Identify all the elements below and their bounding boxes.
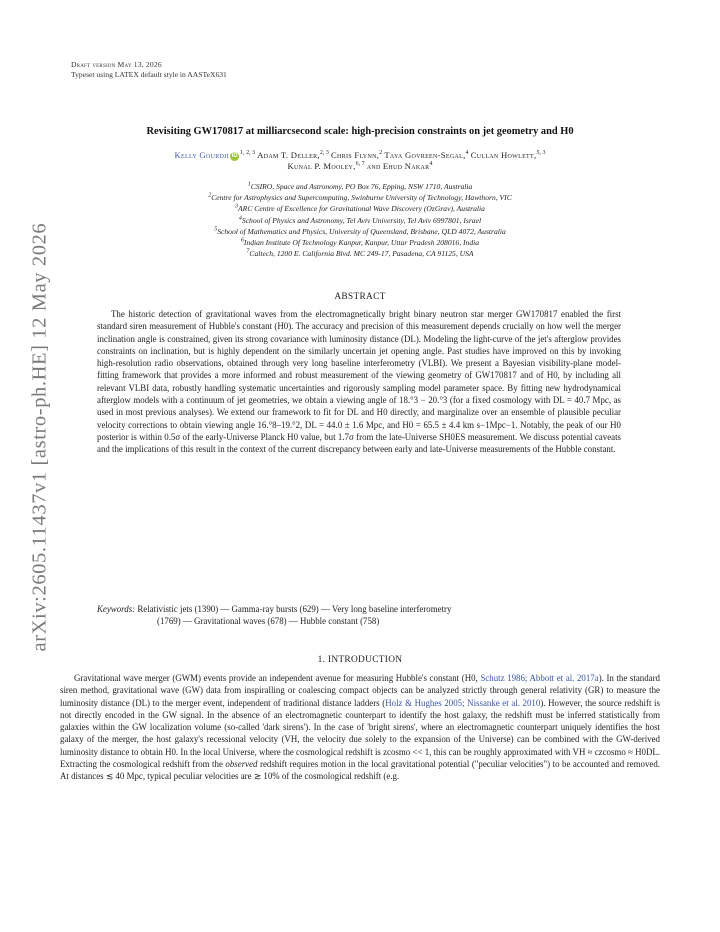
author-affil-ref: 4: [465, 150, 469, 157]
author-name: Taya Govreen-Segal,: [384, 150, 466, 160]
affiliation-number: 3: [235, 203, 239, 210]
affiliation: [70, 248, 650, 259]
draft-line: Draft version May 13, 2026: [71, 60, 162, 69]
author-affil-ref: 1, 2, 3: [240, 150, 256, 157]
intro-text: ). However, the source redshift is not directly encoded in the GW signal. In the absence of an electromagnetic counterpart to identify the host galaxy, the redshift must be inferred statistically from galaxies within the GW localization volume (so-called 'dark sirens'). In the case of 'bright sirens', where an electromagnetic counterpart uniquely identifies the host galaxy of the merger, the host galaxy's recessional velocity (VH, the velocity due solely to the expansion of the Universe) can be combined with the GW-derived luminosity distance to obtain H0. In the local Universe, where the cosmological redshift is zcosmo << 1, this can be roughly approximated with VH ≈ czcosmo ≈ H0DL. Extracting the cosmological redshift from the: [60, 697, 660, 770]
author-name: Adam T. Deller,: [257, 150, 320, 160]
affiliation-number: 6: [240, 237, 244, 244]
author-conjunction: and: [366, 161, 381, 171]
running-header: [71, 60, 227, 80]
author-list: [70, 150, 650, 172]
author-affil-ref: 2, 3: [319, 150, 329, 157]
author-name: Chris Flynn,: [331, 150, 380, 160]
intro-emphasis: observed: [225, 759, 258, 770]
author-name[interactable]: Kelly Gourdji: [174, 150, 230, 160]
affiliation-list: [70, 181, 650, 259]
affiliation-text: Centre for Astrophysics and Supercomputing, Swinburne University of Technology, Hawthorn, VIC: [211, 193, 512, 203]
abstract-body: [97, 308, 621, 456]
typeset-line: Typeset using LATEX default style in AASTeX631: [71, 70, 227, 79]
keywords-block: [97, 603, 621, 628]
affiliation: [70, 203, 650, 214]
abstract-text: The historic detection of gravitational waves from the electromagnetically bright binary neutron star merger GW170817 enabled the first standard siren measurement of Hubble's constant (H0). The accuracy and precision of this measurement depends crucially on how well the merger inclination angle is constrained, given its strong covariance with luminosity distance (DL). Modeling the light-curve of the jet's afterglow provides constraints on inclination, but is highly dependent on the similarly uncertain jet opening angle. Past studies have improved on this by invoking high-resolution radio observations, obtained through very long baseline interferometry (VLBI). We present a Bayesian visibility-plane model-fitting framework that provides a more informed and robust measurement of the viewing geometry of GW170817 and of H0, by including all relevant VLBI data, robustly handling systematic uncertainties and rigorously sampling model parameter space. By fitting new hydrodynamical afterglow models with a continuum of jet geometries, we obtain a viewing angle of 18.°3 − 20.°3 (for a fixed cosmology with DL = 40.7 Mpc, as used in most previous analyses). We extend our framework to fit for DL and H0 directly, and marginalize over an ensemble of plausible peculiar velocity corrections to obtain viewing angle 16.°8–19.°2, DL = 44.0 ± 1.6 Mpc, and H0 = 65.5 ± 4.4 km s−1Mpc−1. Notably, the peak of our H0 posterior is within 0.5σ of the early-Universe Planck H0 value, but 1.7σ from the late-Universe SH0ES measurement. We discuss potential caveats and the implications of this result in the context of the current discrepancy between early and late-Universe measurements of the Hubble constant.: [97, 309, 621, 455]
affiliation: [70, 226, 650, 237]
author-affil-ref: 4: [429, 161, 433, 168]
affiliation-text: CSIRO, Space and Astronomy, PO Box 76, Epping, NSW 1710, Australia: [250, 182, 473, 191]
keywords-line-1: Relativistic jets (1390) — Gamma-ray bursts (629) — Very long baseline interferometry: [137, 604, 452, 614]
affiliation-text: School of Physics and Astronomy, Tel Aviv University, Tel Aviv 6997801, Israel: [241, 215, 482, 225]
affiliation: [70, 215, 650, 226]
intro-text: redshift requires motion in the local gravitational potential ("peculiar velocities") to be accounted and removed. At distances ≲ 40 Mpc, typical peculiar velocities are ≳ 10% of the cosmological redshift (e.g.: [60, 759, 660, 782]
paper-title: Revisiting GW170817 at milliarcsecond scale: high-precision constraints on jet geometry and H0: [146, 126, 574, 137]
affiliation-text: ARC Centre of Excellence for Gravitational Wave Discovery (OzGrav), Australia: [238, 204, 485, 214]
affiliation: [70, 192, 650, 203]
author-name: Cullan Howlett,: [470, 150, 537, 160]
citation-link[interactable]: Holz & Hughes 2005; Nissanke et al. 2010: [385, 697, 541, 708]
author-affil-ref: 5, 3: [536, 150, 546, 157]
abstract-heading: ABSTRACT: [334, 292, 386, 302]
affiliation-number: 4: [238, 215, 242, 222]
intro-text: ). In the standard siren method, gravitational wave (GW) data from inspiralling or coalescing compact objects can be analyzed strictly through general relativity (GR) to measure the luminosity distance (DL) to the merger event, independent of traditional distance ladders (: [60, 673, 660, 708]
citation-link[interactable]: Schutz 1986; Abbott et al. 2017a: [480, 673, 599, 683]
author-name: Ehud Nakar: [382, 161, 430, 171]
affiliation-number: 5: [214, 226, 218, 233]
author-affil-ref: 2: [379, 150, 383, 157]
intro-paragraph: [60, 672, 660, 783]
orcid-icon[interactable]: iD: [231, 152, 238, 159]
author-affil-ref: 6, 7: [355, 161, 365, 168]
keywords-line-2: (1769) — Gravitational waves (678) — Hubble constant (758): [157, 616, 380, 627]
affiliation-text: Caltech, 1200 E. California Blvd. MC 249-17, Pasadena, CA 91125, USA: [249, 249, 474, 259]
affiliation-number: 1: [247, 181, 251, 188]
section-heading: 1. INTRODUCTION: [317, 655, 403, 665]
affiliation: [70, 237, 650, 248]
keywords-label: Keywords:: [97, 604, 136, 614]
affiliation-number: 2: [208, 192, 212, 199]
affiliation: [70, 181, 650, 192]
affiliation-number: 7: [246, 248, 250, 255]
affiliation-text: School of Mathematics and Physics, University of Queensland, Brisbane, QLD 4072, Australia: [217, 226, 506, 236]
affiliation-text: Indian Institute Of Technology Kanpur, Kanpur, Uttar Pradesh 208016, India: [243, 238, 480, 248]
introduction-body: [60, 672, 660, 783]
intro-text: Gravitational wave merger (GWM) events provide an independent avenue for measuring Hubble's constant (H0,: [74, 673, 478, 683]
author-name: Kunal P. Mooley,: [287, 161, 356, 171]
arxiv-identifier: arXiv:2605.11437v1 [astro-ph.HE] 12 May 2026: [28, 222, 51, 652]
